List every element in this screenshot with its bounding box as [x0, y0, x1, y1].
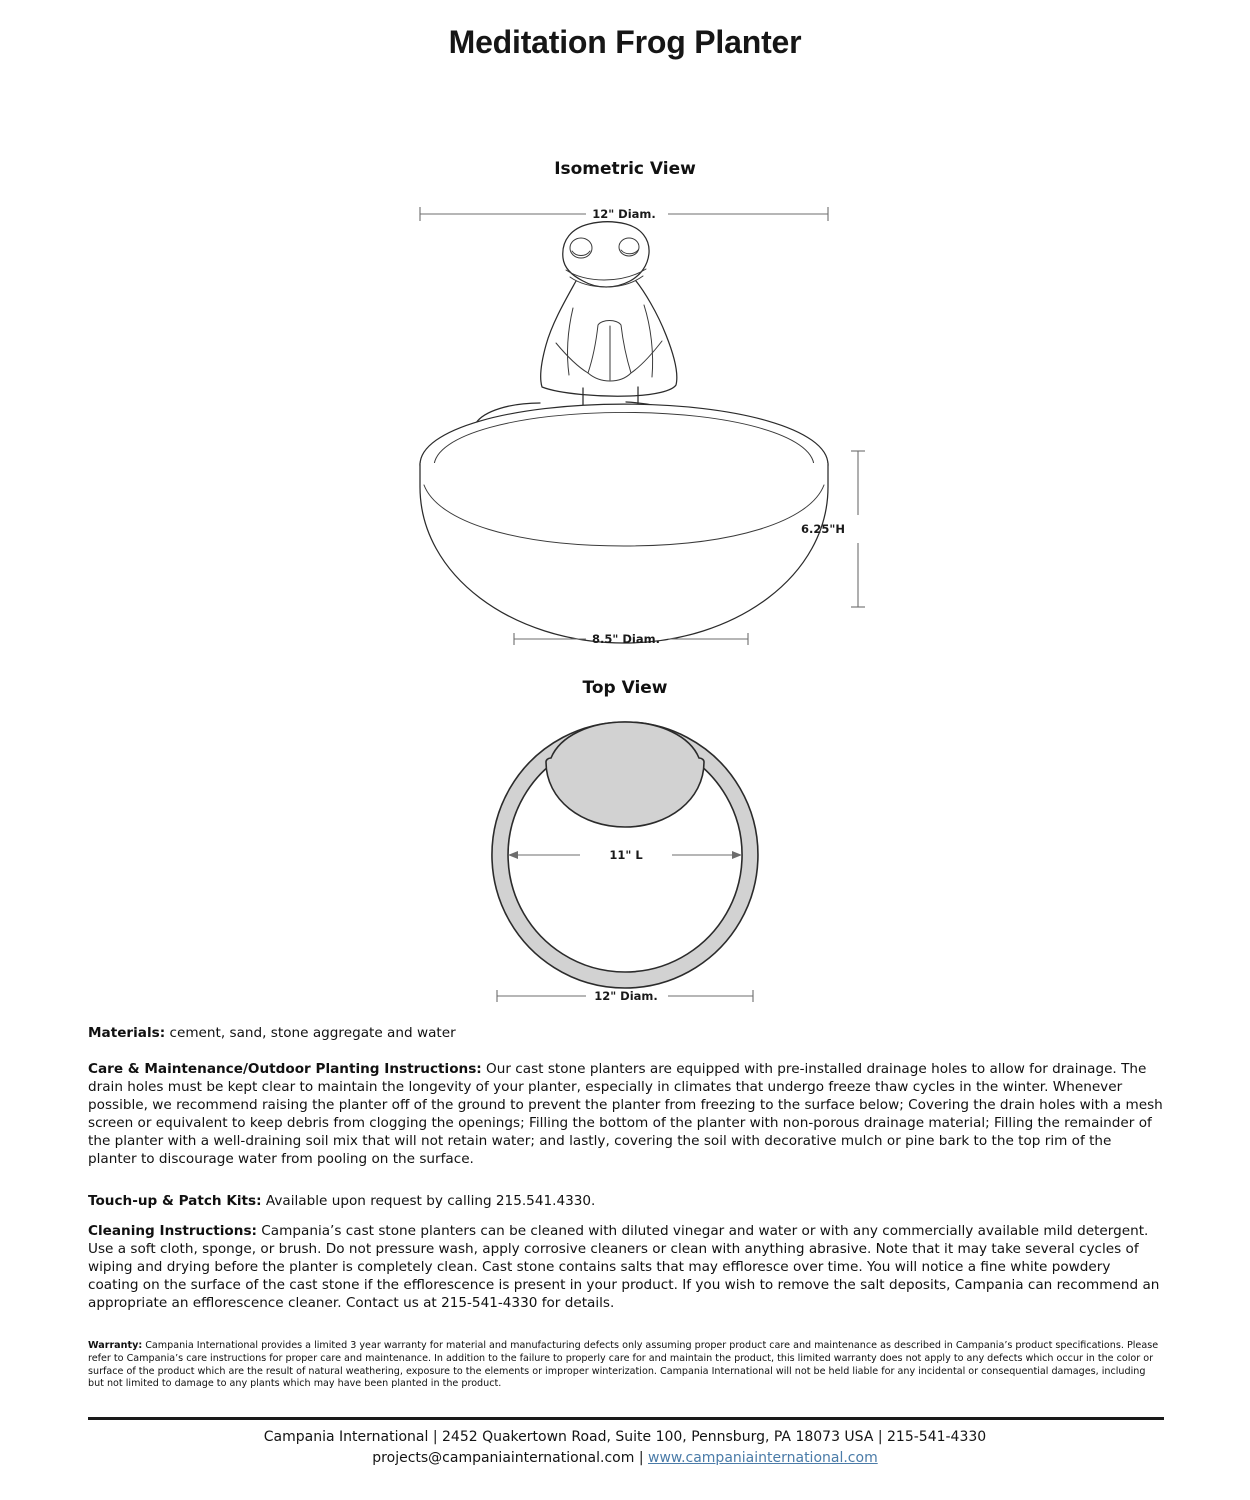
dimension-height-label: 6.25"H	[801, 522, 845, 536]
footer-separator: |	[634, 1450, 648, 1466]
dimension-top-diameter-label: 12" Diam.	[592, 207, 656, 221]
cleaning-section	[88, 1222, 1164, 1312]
warranty-label: Warranty:	[88, 1340, 143, 1351]
cleaning-label: Cleaning Instructions:	[88, 1223, 257, 1239]
frog-base-silhouette	[546, 722, 704, 827]
top-view-drawing	[0, 700, 1250, 1020]
dimension-outer-diameter	[497, 989, 753, 1003]
page-title: Meditation Frog Planter	[448, 24, 802, 60]
warranty-text: Campania International provides a limited 3 year warranty for material and manufacturing defects only assuming proper product care and maintenance as described in Campania’s product specifications. Please refer to Campania’s care instructions for proper care and maintenance. In addition to the failure to properly care for and maintain the product, this limited warranty does not apply to any defects which occur in the color or surface of the product which are the result of natural weathering, exposure to the elements or improper winterization. Campania International will not be held liable for any incidental or consequential damages, including but not limited to damage to any plants which may have been planted in the product.	[88, 1340, 1159, 1390]
top-view-heading: Top View	[582, 678, 668, 698]
planter-bowl	[420, 404, 828, 643]
footer-email[interactable]: projects@campaniainternational.com	[372, 1450, 635, 1466]
dimension-top-diameter	[420, 207, 828, 221]
care-label: Care & Maintenance/Outdoor Planting Instructions:	[88, 1061, 482, 1077]
isometric-drawing-svg	[0, 195, 1250, 660]
footer-company-line: Campania International | 2452 Quakertown Road, Suite 100, Pennsburg, PA 18073 USA | 215-541-4330	[263, 1429, 987, 1445]
cleaning-text: Campania’s cast stone planters can be cleaned with diluted vinegar and water or with any commercially available mild detergent. Use a soft cloth, sponge, or brush. Do not pressure wash, apply corrosive cleaners or clean with anything abrasive. Note that it may take several cycles of wiping and drying before the planter is completely clean. Cast stone contains salts that may effloresce over time. You will notice a fine white powdery coating on the surface of the cast stone if the efflorescence is present in your product. If you wish to remove the salt deposits, Campania can recommend an appropriate an efflorescence cleaner. Contact us at 215-541-4330 for details.	[88, 1223, 1160, 1312]
dimension-outer-diameter-label: 12" Diam.	[594, 989, 658, 1003]
materials-label: Materials:	[88, 1025, 166, 1041]
footer-website-link[interactable]: www.campaniainternational.com	[648, 1450, 878, 1466]
top-view-drawing-svg	[0, 700, 1250, 1020]
dimension-base-diameter	[514, 632, 748, 646]
care-section	[88, 1060, 1164, 1168]
materials-section	[88, 1024, 1164, 1042]
isometric-drawing	[0, 195, 1250, 660]
touchup-text: Available upon request by calling 215.541.4330.	[261, 1193, 596, 1209]
dimension-inner-length-label: 11" L	[609, 848, 643, 862]
dimension-inner-length	[508, 848, 742, 862]
materials-text: cement, sand, stone aggregate and water	[165, 1025, 456, 1041]
dimension-base-diameter-label: 8.5" Diam.	[592, 632, 660, 646]
footer	[0, 1427, 1250, 1469]
isometric-view-heading: Isometric View	[554, 159, 696, 179]
care-text: Our cast stone planters are equipped with pre-installed drainage holes to allow for drainage. The drain holes must be kept clear to maintain the longevity of your planter, especially in climates that undergo freeze thaw cycles in the winter. Whenever possible, we recommend raising the planter off of the ground to prevent the planter from freezing to the surface below; Covering the drain holes with a mesh screen or equivalent to keep debris from clogging the openings; Filling the bottom of the planter with non-porous drainage material; Filling the remainder of the planter with a well-draining soil mix that will not retain water; and lastly, covering the soil with decorative mulch or pine bark to the top rim of the planter to discourage water from pooling on the surface.	[88, 1061, 1163, 1168]
warranty-section	[88, 1340, 1164, 1391]
footer-contact-line	[0, 1448, 1250, 1469]
touchup-label: Touch-up & Patch Kits:	[88, 1193, 262, 1209]
footer-divider	[88, 1417, 1164, 1420]
touchup-section	[88, 1192, 1164, 1210]
